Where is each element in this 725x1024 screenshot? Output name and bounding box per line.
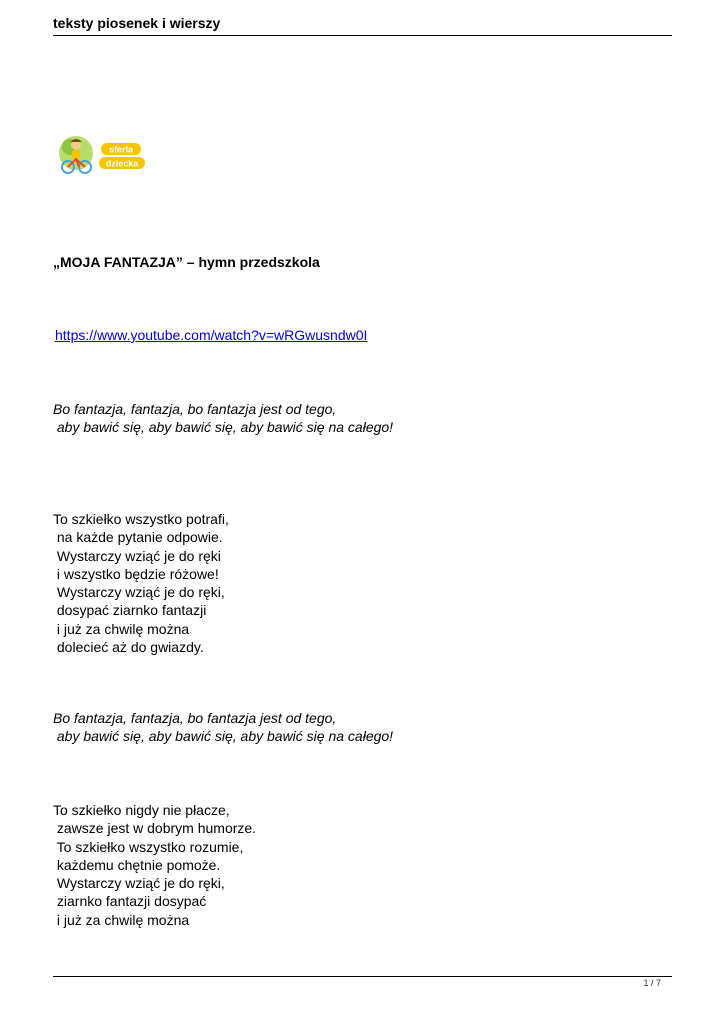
header-divider	[53, 35, 672, 36]
lyric-line: ziarnko fantazji dosypać	[53, 893, 207, 910]
page-number: 1 / 7	[643, 978, 661, 988]
lyric-line: każdemu chętnie pomoże.	[53, 856, 221, 873]
lyric-line: To szkiełko wszystko rozumie,	[53, 838, 244, 855]
chorus-stanza-1	[53, 400, 393, 437]
lyric-line: i już za chwilę można	[53, 620, 190, 637]
song-title: „MOJA FANTAZJA” – hymn przedszkola	[53, 254, 320, 270]
chorus-stanza-2	[53, 709, 393, 746]
lyric-line: zawsze jest w dobrym humorze.	[53, 820, 257, 837]
lyric-line: i już za chwilę można	[53, 911, 190, 928]
lyric-line: Wystarczy wziąć je do ręki,	[53, 584, 225, 601]
lyric-line: i wszystko będzie różowe!	[53, 565, 219, 582]
page-header-title: teksty piosenek i wierszy	[53, 15, 221, 31]
lyric-line: Wystarczy wziąć je do ręki,	[53, 875, 225, 892]
lyric-line: Wystarczy wziąć je do ręki	[53, 547, 221, 564]
footer-divider	[53, 976, 672, 977]
verse-stanza-2	[53, 801, 256, 929]
svg-text:sferla: sferla	[108, 144, 134, 155]
lyric-line: dosypać ziarnko fantazji	[53, 602, 207, 619]
lyric-line: Bo fantazja, fantazja, bo fantazja jest od tego,	[53, 710, 337, 726]
lyric-line: aby bawić się, aby bawić się, aby bawić się na całego!	[53, 419, 394, 436]
verse-stanza-1	[53, 510, 229, 656]
children-bicycle-logo-icon	[56, 133, 148, 177]
lyric-line: Bo fantazja, fantazja, bo fantazja jest od tego,	[53, 401, 337, 417]
lyric-line: To szkiełko nigdy nie płacze,	[53, 802, 230, 818]
svg-text:dziecka: dziecka	[105, 158, 139, 169]
lyric-line: dolecieć aż do gwiazdy.	[53, 639, 204, 656]
lyric-line: na każde pytanie odpowie.	[53, 529, 223, 546]
lyric-line: To szkiełko wszystko potrafi,	[53, 511, 229, 527]
youtube-link[interactable]: https://www.youtube.com/watch?v=wRGwusndw0I	[55, 327, 368, 343]
site-logo[interactable]	[56, 133, 148, 177]
lyric-line: aby bawić się, aby bawić się, aby bawić się na całego!	[53, 728, 394, 745]
